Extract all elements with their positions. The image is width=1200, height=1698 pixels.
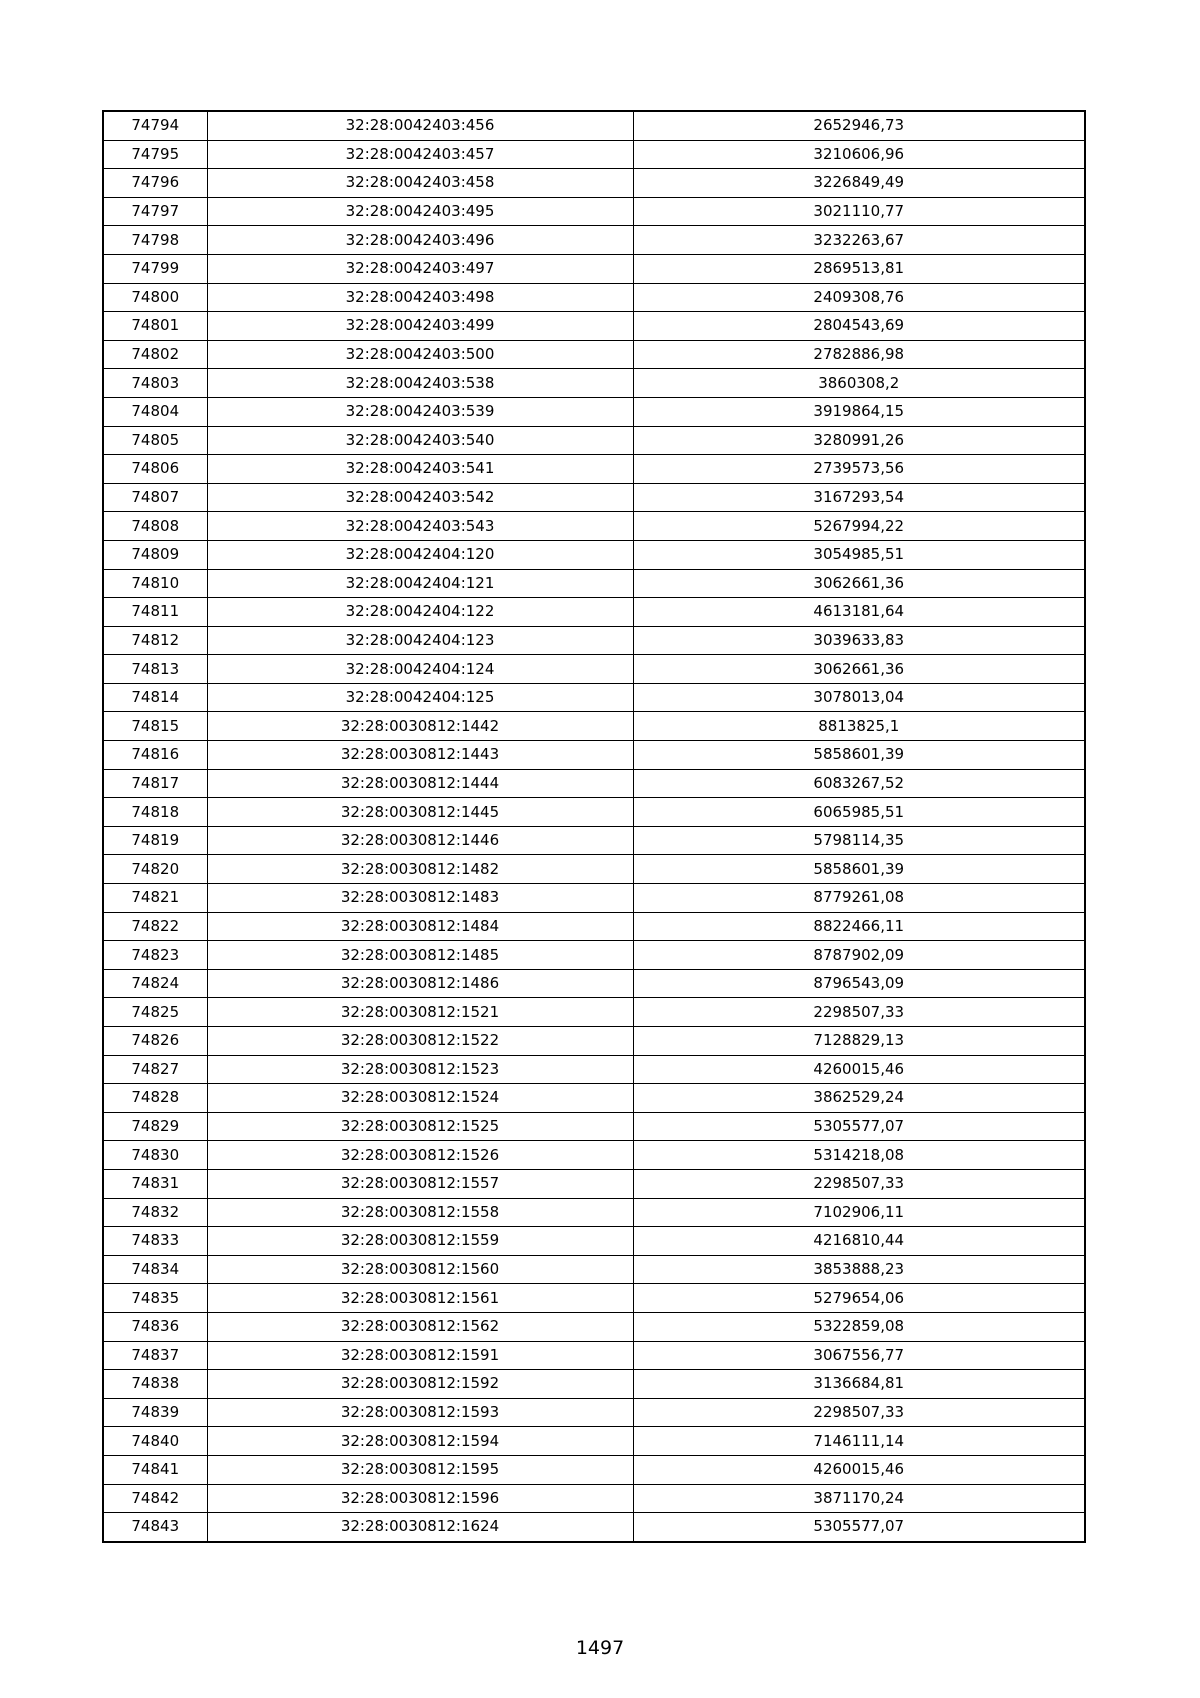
table-row [103, 712, 1085, 741]
cadastral-number-cell: 32:28:0030812:1485 [207, 941, 633, 970]
cadastral-number-cell: 32:28:0030812:1484 [207, 912, 633, 941]
row-number-cell: 74811 [103, 598, 207, 627]
row-number-cell: 74805 [103, 426, 207, 455]
table-row [103, 1141, 1085, 1170]
cadastral-value-cell: 5798114,35 [633, 826, 1085, 855]
table-row [103, 540, 1085, 569]
row-number-cell: 74799 [103, 254, 207, 283]
page-number: 1497 [575, 1637, 625, 1659]
cadastral-value-cell: 3871170,24 [633, 1484, 1085, 1513]
table-row [103, 283, 1085, 312]
cadastral-number-cell: 32:28:0042404:121 [207, 569, 633, 598]
table-row [103, 483, 1085, 512]
table-row [103, 1227, 1085, 1256]
cadastral-number-cell: 32:28:0030812:1521 [207, 998, 633, 1027]
cadastral-value-cell: 3062661,36 [633, 569, 1085, 598]
table-row [103, 1427, 1085, 1456]
cadastral-number-cell: 32:28:0030812:1592 [207, 1370, 633, 1399]
table-row [103, 998, 1085, 1027]
cadastral-value-cell: 5267994,22 [633, 512, 1085, 541]
cadastral-number-cell: 32:28:0030812:1561 [207, 1284, 633, 1313]
row-number-cell: 74815 [103, 712, 207, 741]
row-number-cell: 74839 [103, 1398, 207, 1427]
table-row [103, 941, 1085, 970]
table-row [103, 655, 1085, 684]
row-number-cell: 74829 [103, 1112, 207, 1141]
cadastral-number-cell: 32:28:0030812:1595 [207, 1455, 633, 1484]
cadastral-number-cell: 32:28:0042403:457 [207, 140, 633, 169]
table-row [103, 798, 1085, 827]
cadastral-value-cell: 8787902,09 [633, 941, 1085, 970]
row-number-cell: 74836 [103, 1312, 207, 1341]
table-row [103, 1284, 1085, 1313]
cadastral-value-cell: 3853888,23 [633, 1255, 1085, 1284]
table-row [103, 1341, 1085, 1370]
cadastral-number-cell: 32:28:0042403:456 [207, 111, 633, 140]
row-number-cell: 74794 [103, 111, 207, 140]
cadastral-value-cell: 6065985,51 [633, 798, 1085, 827]
table-row [103, 512, 1085, 541]
table-row [103, 1484, 1085, 1513]
cadastral-number-cell: 32:28:0042404:123 [207, 626, 633, 655]
cadastral-value-cell: 2739573,56 [633, 455, 1085, 484]
cadastral-number-cell: 32:28:0030812:1558 [207, 1198, 633, 1227]
row-number-cell: 74820 [103, 855, 207, 884]
row-number-cell: 74817 [103, 769, 207, 798]
cadastral-value-cell: 2804543,69 [633, 312, 1085, 341]
cadastral-value-cell: 3280991,26 [633, 426, 1085, 455]
cadastral-value-cell: 2409308,76 [633, 283, 1085, 312]
row-number-cell: 74830 [103, 1141, 207, 1170]
row-number-cell: 74823 [103, 941, 207, 970]
row-number-cell: 74797 [103, 197, 207, 226]
row-number-cell: 74833 [103, 1227, 207, 1256]
cadastral-value-cell: 3860308,2 [633, 369, 1085, 398]
cadastral-value-cell: 3078013,04 [633, 683, 1085, 712]
cadastral-number-cell: 32:28:0030812:1525 [207, 1112, 633, 1141]
cadastral-number-cell: 32:28:0030812:1591 [207, 1341, 633, 1370]
row-number-cell: 74800 [103, 283, 207, 312]
table-row [103, 397, 1085, 426]
cadastral-value-cell: 4613181,64 [633, 598, 1085, 627]
cadastral-number-cell: 32:28:0030812:1594 [207, 1427, 633, 1456]
row-number-cell: 74840 [103, 1427, 207, 1456]
row-number-cell: 74828 [103, 1084, 207, 1113]
cadastral-value-cell: 2298507,33 [633, 998, 1085, 1027]
row-number-cell: 74841 [103, 1455, 207, 1484]
cadastral-value-cell: 4216810,44 [633, 1227, 1085, 1256]
table-row [103, 312, 1085, 341]
row-number-cell: 74816 [103, 741, 207, 770]
cadastral-number-cell: 32:28:0042403:541 [207, 455, 633, 484]
cadastral-number-cell: 32:28:0030812:1596 [207, 1484, 633, 1513]
cadastral-value-cell: 7146111,14 [633, 1427, 1085, 1456]
cadastral-number-cell: 32:28:0042403:542 [207, 483, 633, 512]
cadastral-value-cell: 2782886,98 [633, 340, 1085, 369]
row-number-cell: 74824 [103, 969, 207, 998]
cadastral-value-cell: 3067556,77 [633, 1341, 1085, 1370]
cadastral-value-cell: 2298507,33 [633, 1398, 1085, 1427]
table-row [103, 741, 1085, 770]
table-row [103, 1198, 1085, 1227]
cadastral-number-cell: 32:28:0042404:125 [207, 683, 633, 712]
cadastral-value-cell: 5279654,06 [633, 1284, 1085, 1313]
table-row [103, 254, 1085, 283]
cadastral-value-cell: 3862529,24 [633, 1084, 1085, 1113]
cadastral-number-cell: 32:28:0030812:1593 [207, 1398, 633, 1427]
table-row [103, 197, 1085, 226]
cadastral-number-cell: 32:28:0030812:1442 [207, 712, 633, 741]
table-row [103, 626, 1085, 655]
table-row [103, 426, 1085, 455]
table-row [103, 1370, 1085, 1399]
table-row [103, 912, 1085, 941]
table-row [103, 169, 1085, 198]
cadastral-value-cell: 4260015,46 [633, 1055, 1085, 1084]
table-row [103, 340, 1085, 369]
row-number-cell: 74798 [103, 226, 207, 255]
cadastral-value-cell: 2652946,73 [633, 111, 1085, 140]
row-number-cell: 74837 [103, 1341, 207, 1370]
table-row [103, 1084, 1085, 1113]
cadastral-number-cell: 32:28:0030812:1445 [207, 798, 633, 827]
table-row [103, 598, 1085, 627]
table-row [103, 1398, 1085, 1427]
cadastral-number-cell: 32:28:0042403:539 [207, 397, 633, 426]
row-number-cell: 74807 [103, 483, 207, 512]
cadastral-number-cell: 32:28:0030812:1522 [207, 1027, 633, 1056]
row-number-cell: 74813 [103, 655, 207, 684]
cadastral-value-cell: 4260015,46 [633, 1455, 1085, 1484]
row-number-cell: 74812 [103, 626, 207, 655]
cadastral-value-cell: 3062661,36 [633, 655, 1085, 684]
table-row [103, 769, 1085, 798]
cadastral-number-cell: 32:28:0042403:495 [207, 197, 633, 226]
cadastral-number-cell: 32:28:0042403:497 [207, 254, 633, 283]
row-number-cell: 74814 [103, 683, 207, 712]
cadastral-value-cell: 3210606,96 [633, 140, 1085, 169]
row-number-cell: 74810 [103, 569, 207, 598]
row-number-cell: 74822 [103, 912, 207, 941]
cadastral-number-cell: 32:28:0042403:540 [207, 426, 633, 455]
cadastral-value-cell: 2298507,33 [633, 1169, 1085, 1198]
cadastral-value-cell: 5858601,39 [633, 741, 1085, 770]
table-row [103, 884, 1085, 913]
cadastral-number-cell: 32:28:0030812:1443 [207, 741, 633, 770]
cadastral-value-cell: 8813825,1 [633, 712, 1085, 741]
cadastral-number-cell: 32:28:0030812:1562 [207, 1312, 633, 1341]
cadastral-value-cell: 8779261,08 [633, 884, 1085, 913]
row-number-cell: 74806 [103, 455, 207, 484]
cadastral-value-cell: 3136684,81 [633, 1370, 1085, 1399]
table-row [103, 1455, 1085, 1484]
table-row [103, 111, 1085, 140]
cadastral-value-cell: 5305577,07 [633, 1513, 1085, 1542]
table-row [103, 369, 1085, 398]
row-number-cell: 74835 [103, 1284, 207, 1313]
table-row [103, 226, 1085, 255]
table-row [103, 1169, 1085, 1198]
cadastral-value-cell: 3054985,51 [633, 540, 1085, 569]
row-number-cell: 74821 [103, 884, 207, 913]
table-row [103, 683, 1085, 712]
cadastral-value-cell: 3919864,15 [633, 397, 1085, 426]
cadastral-number-cell: 32:28:0030812:1559 [207, 1227, 633, 1256]
cadastral-value-table [102, 110, 1086, 1543]
cadastral-number-cell: 32:28:0030812:1446 [207, 826, 633, 855]
cadastral-value-cell: 3226849,49 [633, 169, 1085, 198]
cadastral-number-cell: 32:28:0030812:1482 [207, 855, 633, 884]
row-number-cell: 74809 [103, 540, 207, 569]
cadastral-value-cell: 7102906,11 [633, 1198, 1085, 1227]
cadastral-number-cell: 32:28:0042404:124 [207, 655, 633, 684]
cadastral-number-cell: 32:28:0030812:1560 [207, 1255, 633, 1284]
row-number-cell: 74827 [103, 1055, 207, 1084]
row-number-cell: 74804 [103, 397, 207, 426]
table-row [103, 826, 1085, 855]
cadastral-number-cell: 32:28:0042403:500 [207, 340, 633, 369]
row-number-cell: 74826 [103, 1027, 207, 1056]
cadastral-value-cell: 5305577,07 [633, 1112, 1085, 1141]
row-number-cell: 74802 [103, 340, 207, 369]
cadastral-number-cell: 32:28:0030812:1526 [207, 1141, 633, 1170]
table-row [103, 1055, 1085, 1084]
cadastral-value-cell: 5314218,08 [633, 1141, 1085, 1170]
table-row [103, 1112, 1085, 1141]
table-body [103, 111, 1085, 1542]
cadastral-number-cell: 32:28:0030812:1557 [207, 1169, 633, 1198]
row-number-cell: 74796 [103, 169, 207, 198]
row-number-cell: 74842 [103, 1484, 207, 1513]
cadastral-number-cell: 32:28:0042403:496 [207, 226, 633, 255]
cadastral-number-cell: 32:28:0042403:498 [207, 283, 633, 312]
row-number-cell: 74831 [103, 1169, 207, 1198]
table-row [103, 455, 1085, 484]
cadastral-value-cell: 8822466,11 [633, 912, 1085, 941]
table-row [103, 1027, 1085, 1056]
row-number-cell: 74801 [103, 312, 207, 341]
cadastral-value-cell: 5858601,39 [633, 855, 1085, 884]
table-row [103, 569, 1085, 598]
row-number-cell: 74838 [103, 1370, 207, 1399]
cadastral-value-cell: 3021110,77 [633, 197, 1085, 226]
cadastral-number-cell: 32:28:0042403:543 [207, 512, 633, 541]
cadastral-value-cell: 6083267,52 [633, 769, 1085, 798]
cadastral-number-cell: 32:28:0042403:458 [207, 169, 633, 198]
cadastral-value-cell: 3232263,67 [633, 226, 1085, 255]
cadastral-number-cell: 32:28:0030812:1444 [207, 769, 633, 798]
row-number-cell: 74834 [103, 1255, 207, 1284]
table-row [103, 1513, 1085, 1542]
cadastral-number-cell: 32:28:0030812:1524 [207, 1084, 633, 1113]
cadastral-number-cell: 32:28:0042403:538 [207, 369, 633, 398]
cadastral-number-cell: 32:28:0030812:1624 [207, 1513, 633, 1542]
row-number-cell: 74818 [103, 798, 207, 827]
cadastral-number-cell: 32:28:0030812:1483 [207, 884, 633, 913]
row-number-cell: 74825 [103, 998, 207, 1027]
cadastral-value-cell: 3167293,54 [633, 483, 1085, 512]
table-row [103, 140, 1085, 169]
table-row [103, 969, 1085, 998]
cadastral-number-cell: 32:28:0030812:1523 [207, 1055, 633, 1084]
row-number-cell: 74808 [103, 512, 207, 541]
cadastral-value-cell: 2869513,81 [633, 254, 1085, 283]
row-number-cell: 74843 [103, 1513, 207, 1542]
cadastral-number-cell: 32:28:0042404:120 [207, 540, 633, 569]
cadastral-value-cell: 5322859,08 [633, 1312, 1085, 1341]
row-number-cell: 74803 [103, 369, 207, 398]
table-row [103, 1255, 1085, 1284]
cadastral-number-cell: 32:28:0042403:499 [207, 312, 633, 341]
row-number-cell: 74832 [103, 1198, 207, 1227]
cadastral-number-cell: 32:28:0042404:122 [207, 598, 633, 627]
cadastral-number-cell: 32:28:0030812:1486 [207, 969, 633, 998]
cadastral-value-cell: 8796543,09 [633, 969, 1085, 998]
table-row [103, 1312, 1085, 1341]
table-row [103, 855, 1085, 884]
cadastral-value-cell: 7128829,13 [633, 1027, 1085, 1056]
cadastral-value-cell: 3039633,83 [633, 626, 1085, 655]
row-number-cell: 74819 [103, 826, 207, 855]
row-number-cell: 74795 [103, 140, 207, 169]
